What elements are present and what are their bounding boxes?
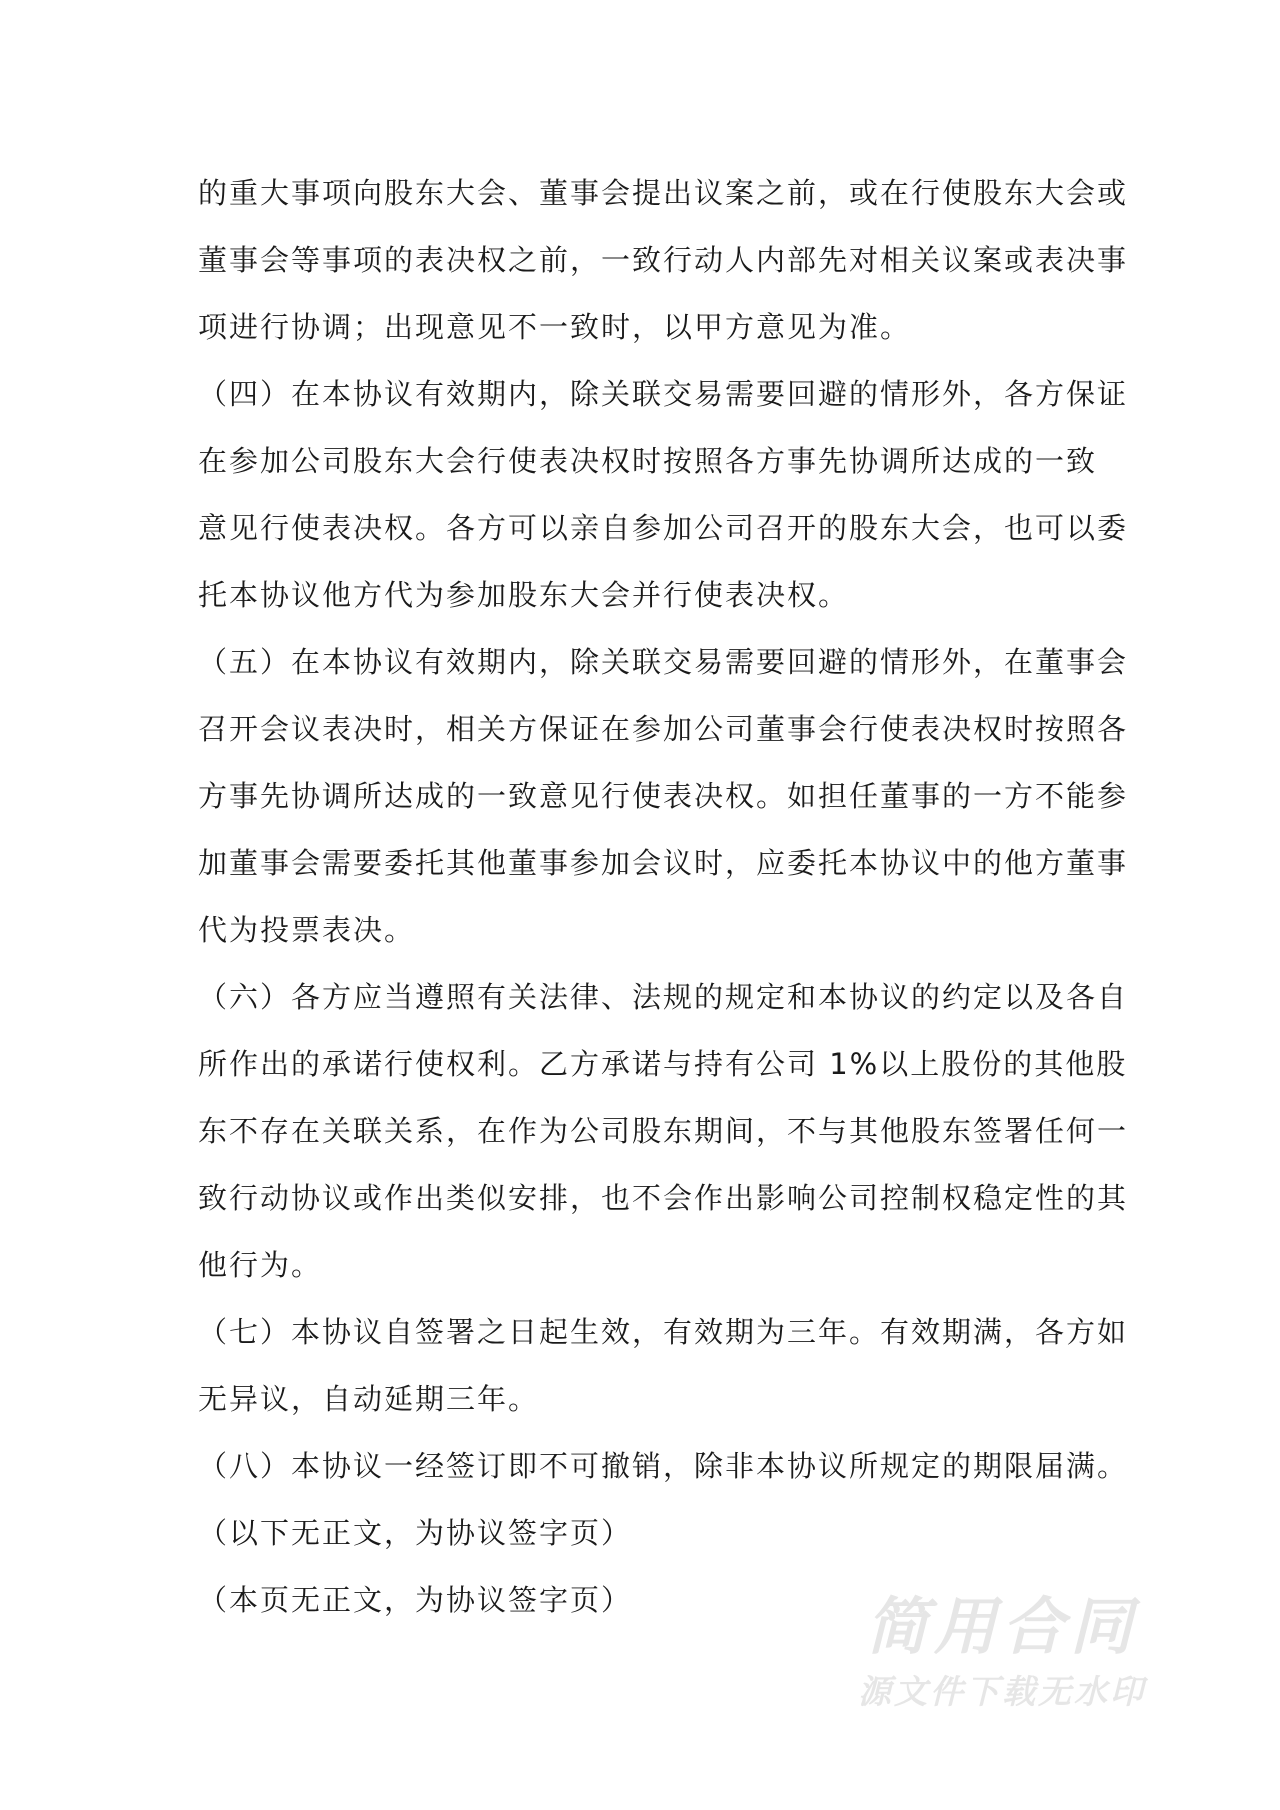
paragraph-line: 东不存在关联关系，在作为公司股东期间，不与其他股东签署任何一 <box>198 1114 1129 1148</box>
paragraph-line: （五）在本协议有效期内，除关联交易需要回避的情形外，在董事会 <box>198 645 1129 679</box>
paragraph-line: 托本协议他方代为参加股东大会并行使表决权。 <box>198 578 850 612</box>
watermark-subtitle: 源文件下载无水印 <box>858 1672 1146 1711</box>
paragraph <box>198 1500 1088 1567</box>
paragraph-line: （本页无正文，为协议签字页） <box>198 1583 633 1617</box>
paragraph <box>198 964 1129 1299</box>
paragraph <box>198 361 1129 629</box>
paragraph-line: （四）在本协议有效期内，除关联交易需要回避的情形外，各方保证 <box>198 377 1129 411</box>
paragraph-line: 意见行使表决权。各方可以亲自参加公司召开的股东大会，也可以委 <box>198 511 1129 545</box>
paragraph-line: 致行动协议或作出类似安排，也不会作出影响公司控制权稳定性的其 <box>198 1181 1129 1215</box>
paragraph <box>198 629 1129 964</box>
paragraph-line: 在参加公司股东大会行使表决权时按照各方事先协调所达成的一致 <box>198 444 1098 478</box>
paragraph-line: 项进行协调；出现意见不一致时，以甲方意见为准。 <box>198 310 912 344</box>
paragraph-line: （七）本协议自签署之日起生效，有效期为三年。有效期满，各方如 <box>198 1315 1129 1349</box>
paragraph <box>198 1299 1129 1433</box>
paragraph-line: （六）各方应当遵照有关法律、法规的规定和本协议的约定以及各自 <box>198 980 1129 1014</box>
paragraph-line: 的重大事项向股东大会、董事会提出议案之前，或在行使股东大会或 <box>198 176 1129 210</box>
paragraph-line: 召开会议表决时，相关方保证在参加公司董事会行使表决权时按照各 <box>198 712 1129 746</box>
watermark-logo <box>822 1588 1182 1718</box>
paragraph-line: （以下无正文，为协议签字页） <box>198 1516 633 1550</box>
paragraph-line: 代为投票表决。 <box>198 913 416 947</box>
paragraph-line: 董事会等事项的表决权之前，一致行动人内部先对相关议案或表决事 <box>198 243 1129 277</box>
paragraph <box>198 1433 1129 1500</box>
paragraph-line: 加董事会需要委托其他董事参加会议时，应委托本协议中的他方董事 <box>198 846 1129 880</box>
paragraph-line: 无异议，自动延期三年。 <box>198 1382 540 1416</box>
paragraph <box>198 160 1129 361</box>
paragraph-line: （八）本协议一经签订即不可撤销，除非本协议所规定的期限届满。 <box>198 1449 1129 1483</box>
paragraph-line: 他行为。 <box>198 1248 323 1282</box>
watermark-title: 简用合同 <box>865 1590 1138 1663</box>
paragraph-line: 所作出的承诺行使权利。乙方承诺与持有公司 1%以上股份的其他股 <box>198 1047 1128 1081</box>
paragraph-line: 方事先协调所达成的一致意见行使表决权。如担任董事的一方不能参 <box>198 779 1129 813</box>
